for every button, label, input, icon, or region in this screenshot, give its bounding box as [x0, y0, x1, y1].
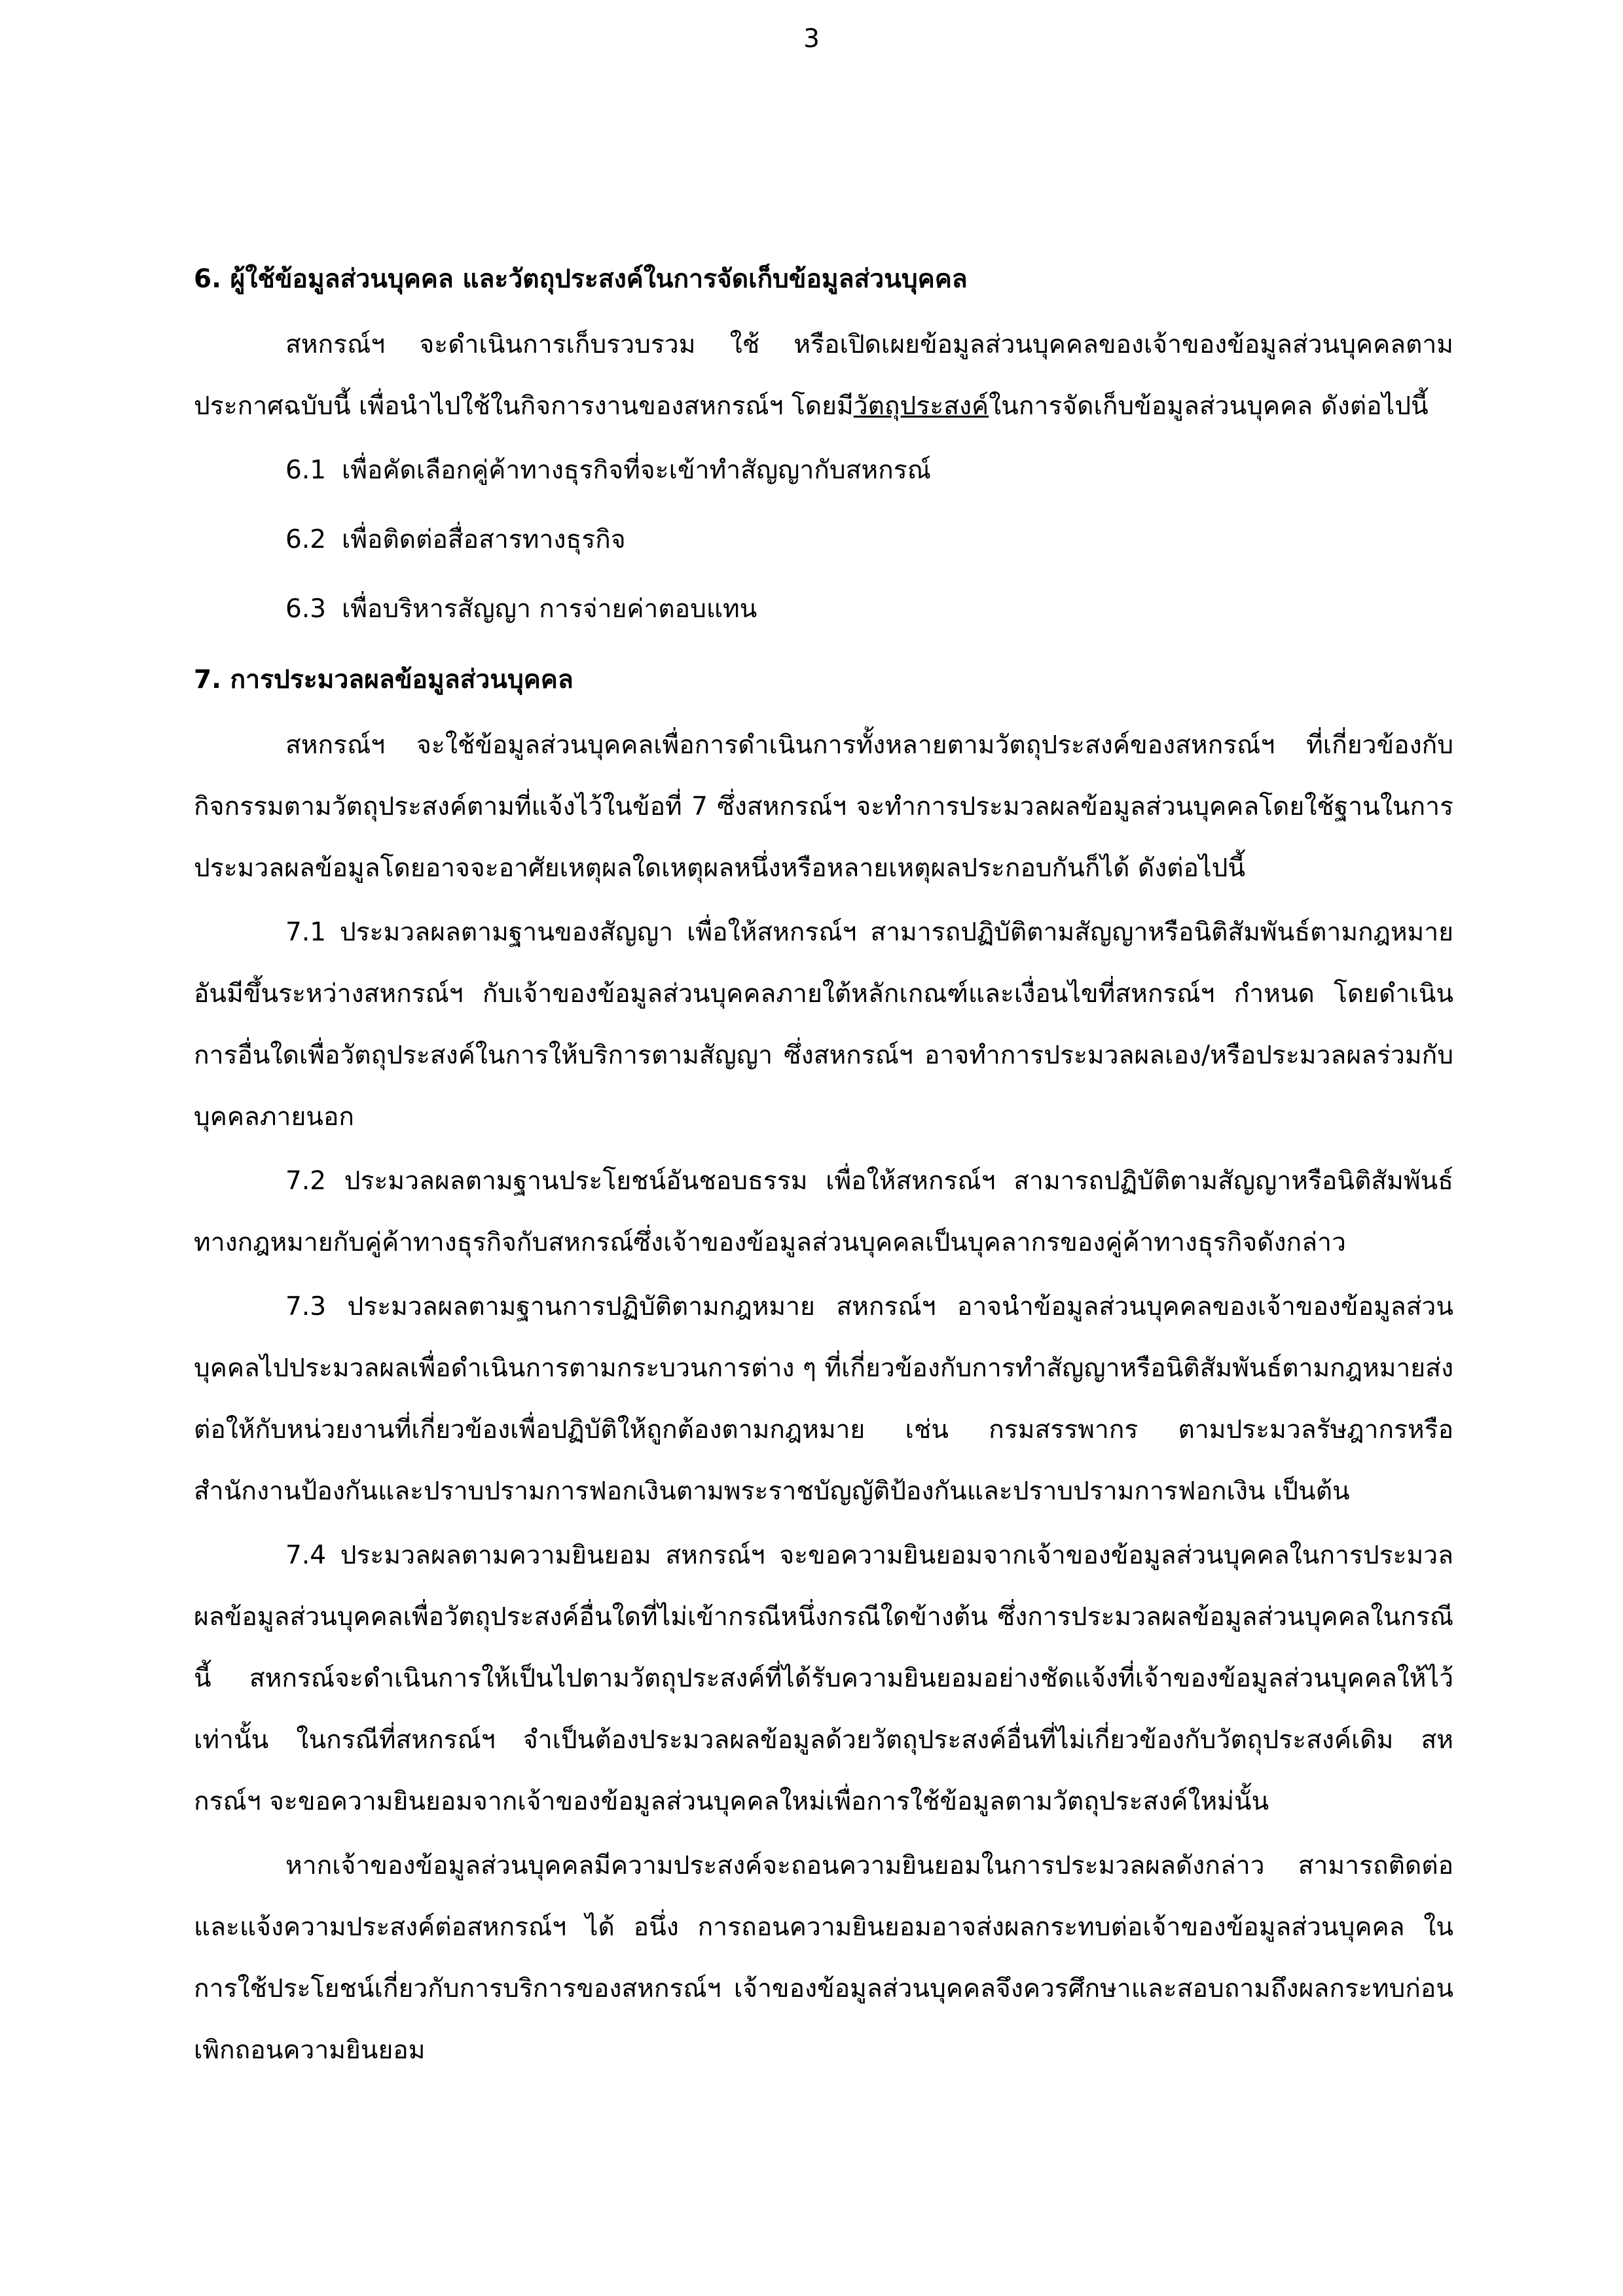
section-7-item: 7.4 ประมวลผลตามความยินยอม สหกรณ์ฯ จะขอความยินยอมจากเจ้าของข้อมูลส่วนบุคคลในการประมวลผลข้อมูลส่วนบุคคลเพื่อวัตถุประสงค์อื่นใดที่ไม่เข้ากรณีหนึ่งกรณีใดข้างต้น ซึ่งการประมวลผลข้อมูลส่วนบุคคลในกรณีนี้ สหกรณ์จะดำเนินการให้เป็นไปตามวัตถุประสงค์ที่ได้รับความยินยอมอย่างชัดแจ้งที่เจ้าของข้อมูลส่วนบุคคลให้ไว้เท่านั้น ในกรณีที่สหกรณ์ฯ จำเป็นต้องประมวลผลข้อมูลด้วยวัตถุประสงค์อื่นที่ไม่เกี่ยวข้องกับวัตถุประสงค์เดิม สหกรณ์ฯ จะขอความยินยอมจากเจ้าของข้อมูลส่วนบุคคลใหม่เพื่อการใช้ข้อมูลตามวัตถุประสงค์ใหม่นั้น [194, 1541, 1453, 1816]
section-6-item [194, 440, 1453, 501]
item-number: 6.3 [285, 594, 327, 624]
section-6-item [194, 579, 1453, 640]
section-7-closing: หากเจ้าของข้อมูลส่วนบุคคลมีความประสงค์จะถอนความยินยอมในการประมวลผลดังกล่าว สามารถติดต่อและแจ้งความประสงค์ต่อสหกรณ์ฯ ได้ อนึ่ง การถอนความยินยอมอาจส่งผลกระทบต่อเจ้าของข้อมูลส่วนบุคคล ในการใช้ประโยชน์เกี่ยวกับการบริการของสหกรณ์ฯ เจ้าของข้อมูลส่วนบุคคลจึงควรศึกษาและสอบถามถึงผลกระทบก่อนเพิกถอนความยินยอม [194, 1851, 1453, 2065]
page-number: 3 [803, 24, 820, 54]
section-6-heading: 6. ผู้ใช้ข้อมูลส่วนบุคคล และวัตถุประสงค์ในการจัดเก็บข้อมูลส่วนบุคคล [194, 264, 968, 294]
section-7-item: 7.2 ประมวลผลตามฐานประโยชน์อันชอบธรรม เพื่อให้สหกรณ์ฯ สามารถปฏิบัติตามสัญญาหรือนิติสัมพันธ์ทางกฎหมายกับคู่ค้าทางธุรกิจกับสหกรณ์ซึ่งเจ้าของข้อมูลส่วนบุคคลเป็นบุคลากรของคู่ค้าทางธุรกิจดังกล่าว [194, 1166, 1453, 1257]
item-number: 6.2 [285, 525, 327, 554]
section-7-item: 7.1 ประมวลผลตามฐานของสัญญา เพื่อให้สหกรณ์ฯ สามารถปฏิบัติตามสัญญาหรือนิติสัมพันธ์ตามกฎหมายอันมีขึ้นระหว่างสหกรณ์ฯ กับเจ้าของข้อมูลส่วนบุคคลภายใต้หลักเกณฑ์และเงื่อนไขที่สหกรณ์ฯ กำหนด โดยดำเนินการอื่นใดเพื่อวัตถุประสงค์ในการให้บริการตามสัญญา ซึ่งสหกรณ์ฯ อาจทำการประมวลผลเอง/หรือประมวลผลร่วมกับบุคคลภายนอก [194, 918, 1453, 1132]
item-number: 6.1 [285, 456, 327, 485]
section-7-heading: 7. การประมวลผลข้อมูลส่วนบุคคล [194, 665, 574, 694]
section-6-intro [194, 314, 1453, 437]
section-7-intro: สหกรณ์ฯ จะใช้ข้อมูลส่วนบุคคลเพื่อการดำเนินการทั้งหลายตามวัตถุประสงค์ของสหกรณ์ฯ ที่เกี่ยวข้องกับกิจกรรมตามวัตถุประสงค์ตามที่แจ้งไว้ในข้อที่ 7 ซึ่งสหกรณ์ฯ จะทำการประมวลผลข้อมูลส่วนบุคคลโดยใช้ฐานในการประมวลผลข้อมูลโดยอาจจะอาศัยเหตุผลใดเหตุผลหนึ่งหรือหลายเหตุผลประกอบกันก็ได้ ดังต่อไปนี้ [194, 730, 1453, 883]
item-text: เพื่อติดต่อสื่อสารทางธุรกิจ [342, 525, 626, 554]
section-7-item: 7.3 ประมวลผลตามฐานการปฏิบัติตามกฎหมาย สหกรณ์ฯ อาจนำข้อมูลส่วนบุคคลของเจ้าของข้อมูลส่วนบุคคลไปประมวลผลเพื่อดำเนินการตามกระบวนการต่าง ๆ ที่เกี่ยวข้องกับการทำสัญญาหรือนิติสัมพันธ์ตามกฎหมายส่งต่อให้กับหน่วยงานที่เกี่ยวข้องเพื่อปฏิบัติให้ถูกต้องตามกฎหมาย เช่น กรมสรรพากร ตามประมวลรัษฎากรหรือสำนักงานป้องกันและปราบปรามการฟอกเงินตามพระราชบัญญัติป้องกันและปราบปรามการฟอกเงิน เป็นต้น [194, 1292, 1453, 1506]
item-text: เพื่อคัดเลือกคู่ค้าทางธุรกิจที่จะเข้าทำสัญญากับสหกรณ์ [342, 456, 931, 485]
section-6-item [194, 509, 1453, 571]
section-6-intro-text-end: ในการจัดเก็บข้อมูลส่วนบุคคล ดังต่อไปนี้ [989, 391, 1429, 421]
section-6-intro-underlined: วัตถุประสงค์ [853, 391, 989, 421]
section-7 [194, 649, 1453, 2081]
item-text: เพื่อบริหารสัญญา การจ่ายค่าตอบแทน [342, 594, 757, 624]
section-6 [194, 249, 1453, 640]
document-body [194, 249, 1453, 2090]
section-6-intro-text: สหกรณ์ฯ จะดำเนินการเก็บรวบรวม ใช้ หรือเปิดเผยข้อมูลส่วนบุคคลของเจ้าของข้อมูลส่วนบุคคลตามประกาศฉบับนี้ เพื่อนำไปใช้ในกิจการงานของสหกรณ์ฯ โดยมี [194, 330, 1453, 421]
